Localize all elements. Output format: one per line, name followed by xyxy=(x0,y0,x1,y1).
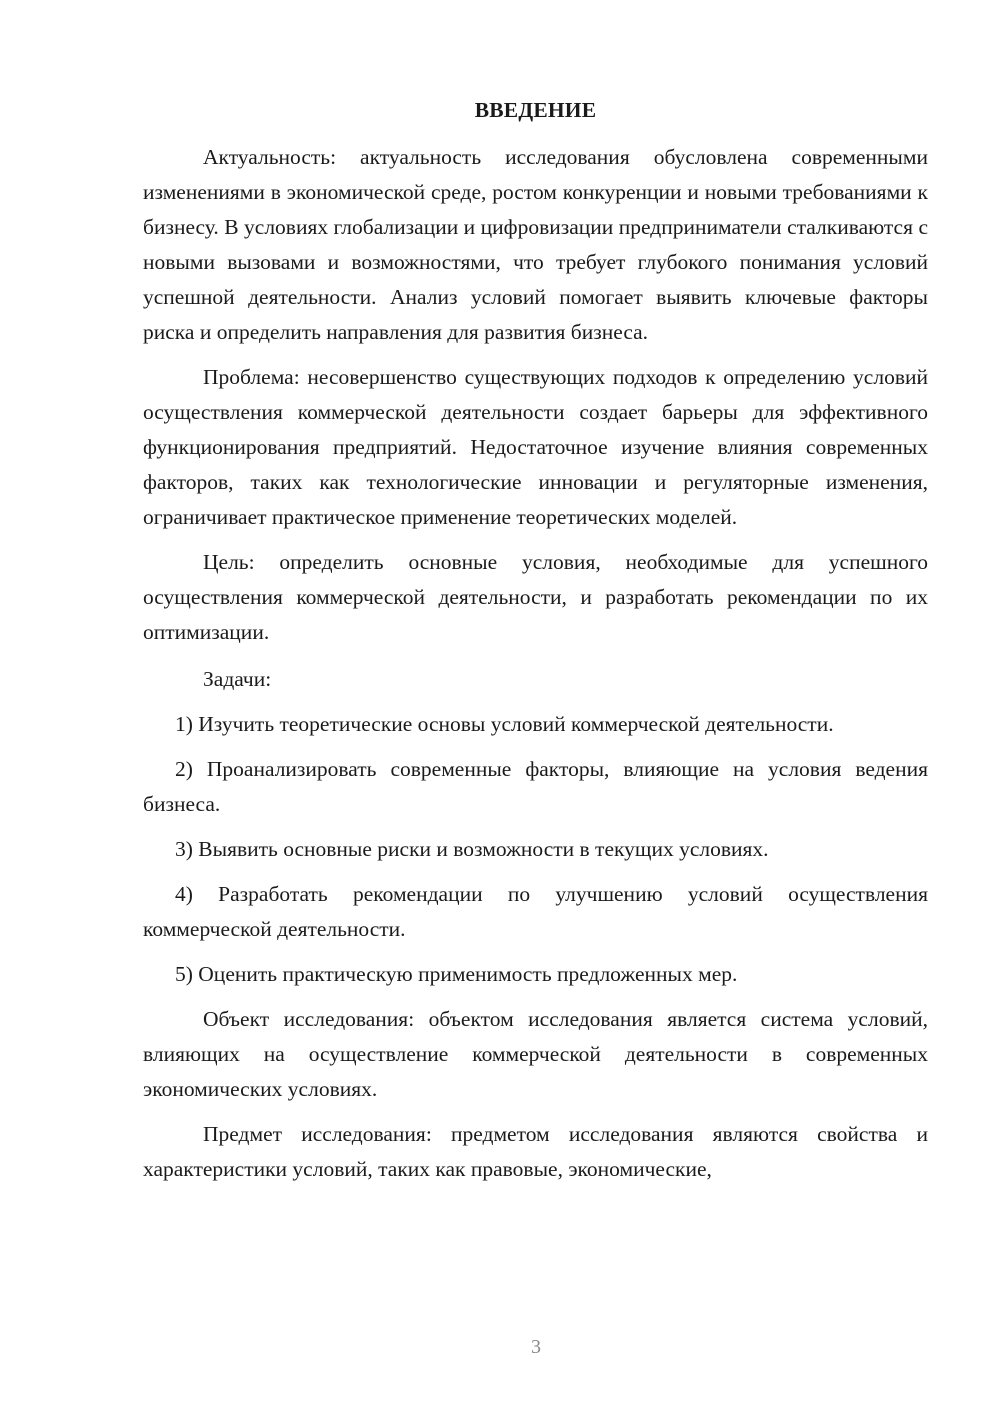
document-body xyxy=(143,92,928,1187)
list-item: 4) Разработать рекомендации по улучшению условий осуществления коммерческой деятельности. xyxy=(143,882,928,941)
paragraph-object: Объект исследования: объектом исследования является система условий, влияющих на осуществление коммерческой деятельности в современных экономических условиях. xyxy=(143,1007,928,1101)
tasks-heading: Задачи: xyxy=(203,667,272,691)
paragraph-relevance: Актуальность: актуальность исследования обусловлена современными изменениями в экономической среде, ростом конкуренции и новыми требованиями к бизнесу. В условиях глобализации и цифровизации предприниматели сталкиваются с новыми вызовами и возможностями, что требует глубокого понимания условий успешной деятельности. Анализ условий помогает выявить ключевые факторы риска и определить направления для развития бизнеса. xyxy=(143,145,928,344)
paragraph-problem: Проблема: несовершенство существующих подходов к определению условий осуществления коммерческой деятельности создает барьеры для эффективного функционирования предприятий. Недостаточное изучение влияния современных факторов, таких как технологические инновации и регуляторные изменения, ограничивает практическое применение теоретических моделей. xyxy=(143,365,928,529)
list-item: 2) Проанализировать современные факторы, влияющие на условия ведения бизнеса. xyxy=(143,757,928,816)
paragraph-goal: Цель: определить основные условия, необходимые для успешного осуществления коммерческой деятельности, и разработать рекомендации по их оптимизации. xyxy=(143,550,928,644)
page-title: ВВЕДЕНИЕ xyxy=(474,98,597,122)
list-item: 5) Оценить практическую применимость предложенных мер. xyxy=(175,962,738,986)
paragraph-subject: Предмет исследования: предметом исследования являются свойства и характеристики условий, таких как правовые, экономические, xyxy=(143,1122,928,1181)
list-item: 1) Изучить теоретические основы условий коммерческой деятельности. xyxy=(175,712,834,736)
page-number: 3 xyxy=(531,1336,541,1358)
tasks-list xyxy=(143,707,928,992)
list-item: 3) Выявить основные риски и возможности в текущих условиях. xyxy=(175,837,769,861)
